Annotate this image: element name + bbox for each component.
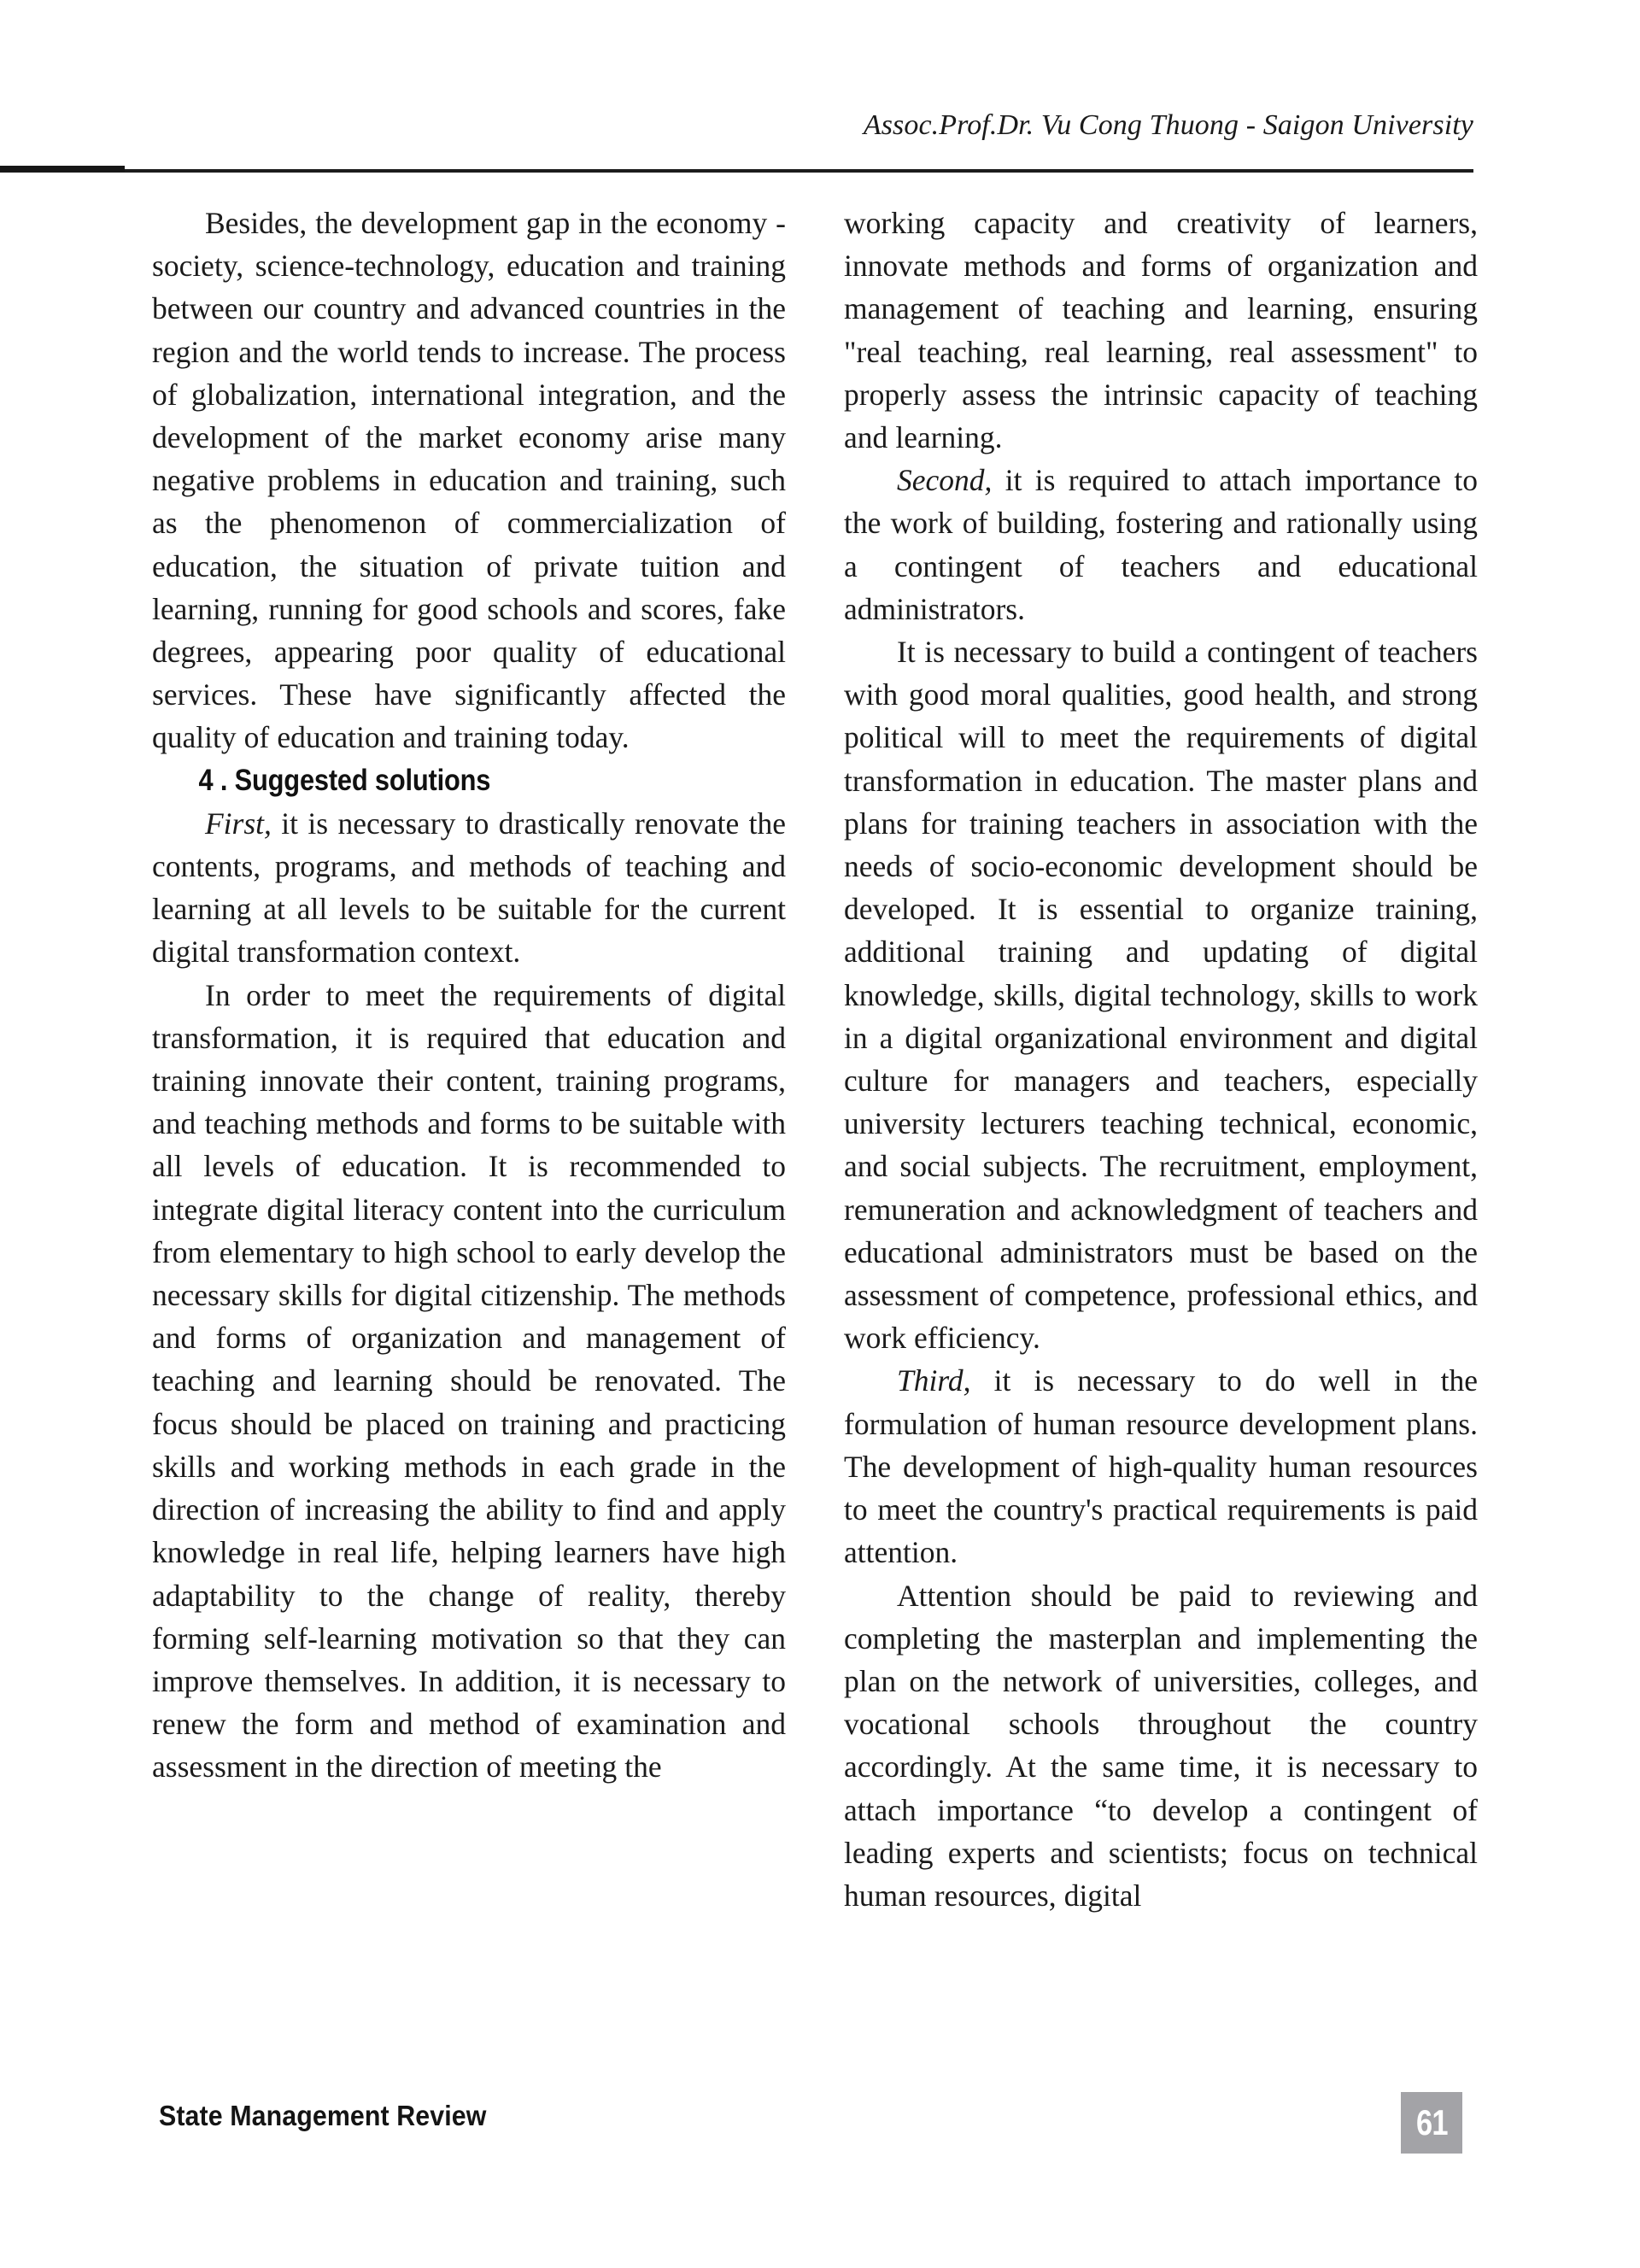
paragraph-third-rest: it is necessary to do well in the formulation of human resource development plans. The development of high-quality human resources to meet the country's practical requirements is paid attention. [844,1363,1478,1570]
paragraph-first [152,802,786,974]
paragraph-in-order: In order to meet the requirements of digital transformation, it is required that education and training innovate their content, training programs, and teaching methods and forms to be suitable with all levels of education. It is recommended to integrate digital literacy content into the curriculum from elementary to high school to early develop the necessary skills for digital citizenship. The methods and forms of organization and management of teaching and learning should be renovated. The focus should be placed on training and practicing skills and working methods in each grade in the direction of increasing the ability to find and apply knowledge in real life, helping learners have high adaptability to the change of reality, thereby forming self-learning motivation so that they can improve themselves. In addition, it is necessary to renew the form and method of examination and assessment in the direction of meeting the [152,977,786,1785]
two-column-body [152,202,1478,1917]
page-number-badge [1401,2092,1462,2154]
paragraph-besides: Besides, the development gap in the economy - society, science-technology, education and training between our country and advanced countries in the region and the world tends to increase. The process of globalization, international integration, and the development of the market economy arise many negative problems in education and training, such as the phenomenon of commercialization of education, the situation of private tuition and learning, running for good schools and scores, fake degrees, appearing poor quality of educational services. These have significantly affected the quality of education and training today. [152,206,786,755]
paragraph-second-lead: Second, [897,463,993,498]
paragraph-second-rest: it is required to attach importance to the work of building, fostering and rationally using a contingent of teachers and educational administrators. [844,463,1478,626]
left-column [152,202,786,1917]
paragraph-first-rest: it is necessary to drastically renovate the contents, programs, and methods of teaching and learning at all levels to be suitable for the current digital transformation context. [152,806,786,970]
paragraph-it-is-necessary: It is necessary to build a contingent of teachers with good moral qualities, good health, and strong political will to meet the requirements of digital transformation in education. The master plans and plans for training teachers in association with the needs of socio-economic development should be developed. It is essential to organize training, additional training and updating of digital knowledge, skills, digital technology, skills to work in a digital organizational environment and digital culture for managers and teachers, especially university lecturers teaching technical, economic, and social subjects. The recruitment, employment, remuneration and acknowledgment of teachers and educational administrators must be based on the assessment of competence, professional ethics, and work efficiency. [844,635,1478,1356]
header-rule [0,169,1473,173]
paragraph-third-lead: Third, [897,1363,971,1398]
page-number-label: 61 [1415,2102,1448,2142]
running-head: Assoc.Prof.Dr. Vu Cong Thuong - Saigon University [863,109,1473,141]
paragraph-second [844,459,1478,630]
paragraph-continuation: working capacity and creativity of learners, innovate methods and forms of organization and management of teaching and learning, ensuring "real teaching, real learning, real assessment" to properly assess the intrinsic capacity of teaching and learning. [844,206,1478,455]
paragraph-first-lead: First, [205,806,272,841]
right-column [844,202,1478,1917]
section-heading-suggested-solutions: 4 . Suggested solutions [198,763,491,797]
header-rule-cap [0,166,125,172]
footer-journal-title: State Management Review [159,2100,487,2131]
paragraph-third [844,1359,1478,1574]
paragraph-attention: Attention should be paid to reviewing and completing the masterplan and implementing the plan on the network of universities, colleges, and vocational schools throughout the country accordingly. At the same time, it is necessary to attach importance “to develop a contingent of leading experts and scientists; focus on technical human resources, digital [844,1578,1478,1913]
